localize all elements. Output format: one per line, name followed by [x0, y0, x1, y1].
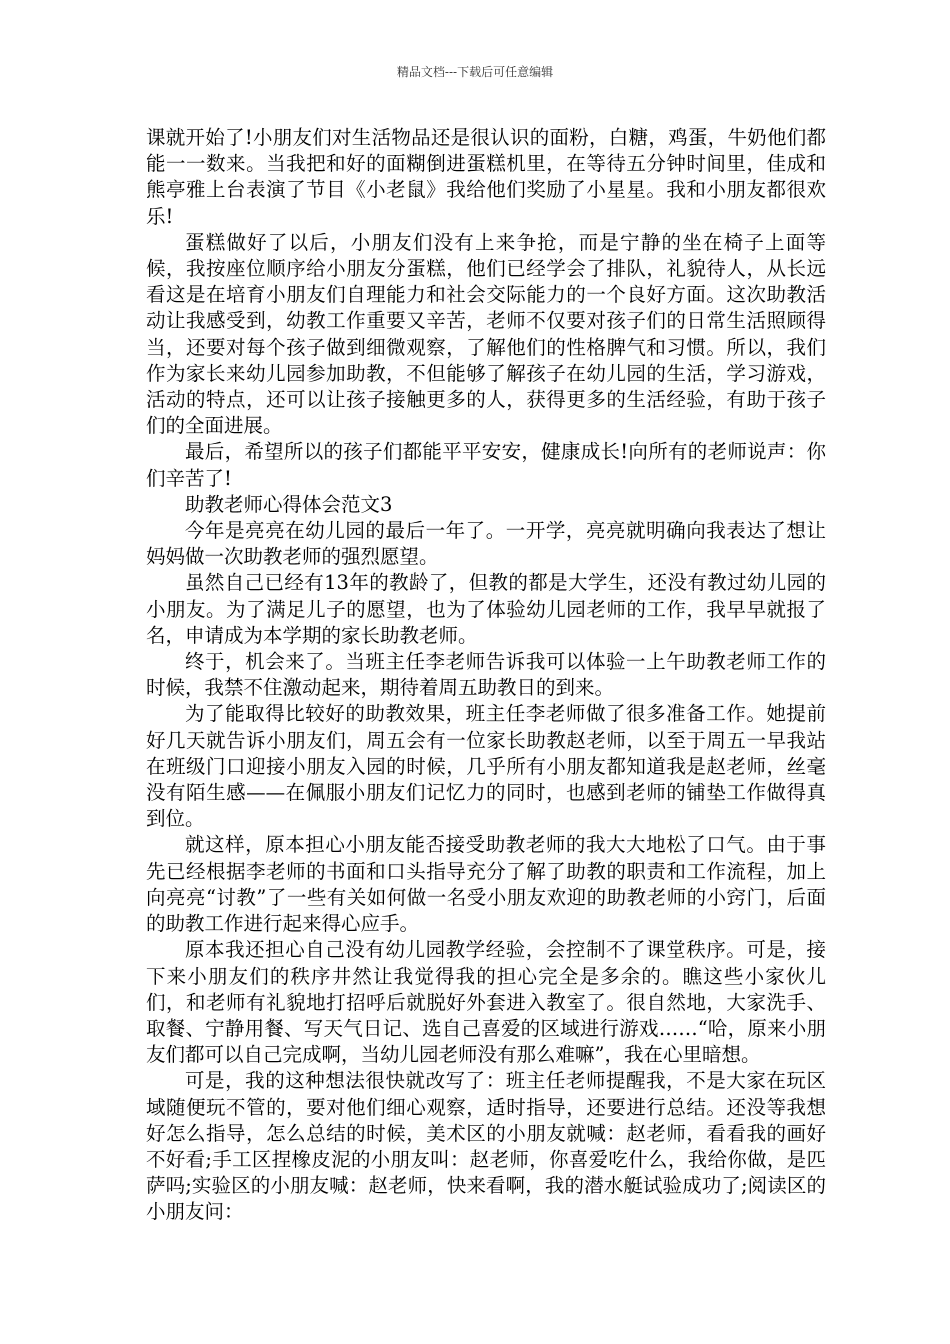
- paragraph: 终于，机会来了。当班主任李老师告诉我可以体验一上午助教老师工作的时候，我禁不住激动起来，期待着周五助教日的到来。: [146, 650, 826, 700]
- section-heading: 助教老师心得体会范文3: [185, 492, 393, 516]
- page-header: 精品文档---下载后可任意编辑: [396, 65, 554, 79]
- paragraph: 为了能取得比较好的助教效果，班主任李老师做了很多准备工作。她提前好几天就告诉小朋友们，周五会有一位家长助教赵老师，以至于周五一早我站在班级门口迎接小朋友入园的时候，几乎所有小朋友都知道我是赵老师，丝毫没有陌生感——在佩服小朋友们记忆力的同时，也感到老师的铺垫工作做得真到位。: [146, 702, 826, 831]
- paragraph: 原本我还担心自己没有幼儿园教学经验，会控制不了课堂秩序。可是，接下来小朋友们的秩序井然让我觉得我的担心完全是多余的。瞧这些小家伙儿们，和老师有礼貌地打招呼后就脱好外套进入教室了。很自然地，大家洗手、取餐、宁静用餐、写天气日记、选自己喜爱的区域进行游戏……“哈，原来小朋友们都可以自己完成啊，当幼儿园老师没有那么难嘛”，我在心里暗想。: [146, 938, 826, 1067]
- paragraph: 今年是亮亮在幼儿园的最后一年了。一开学，亮亮就明确向我表达了想让妈妈做一次助教老师的强烈愿望。: [146, 519, 826, 569]
- paragraph: 蛋糕做好了以后，小朋友们没有上来争抢，而是宁静的坐在椅子上面等候，我按座位顺序给小朋友分蛋糕，他们已经学会了排队，礼貌待人，从长远看这是在培育小朋友们自理能力和社会交际能力的一个良好方面。这次助教活动让我感受到，幼教工作重要又辛苦，老师不仅要对孩子们的日常生活照顾得当，还要对每个孩子做到细微观察，了解他们的性格脾气和习惯。所以，我们作为家长来幼儿园参加助教，不但能够了解孩子在幼儿园的生活，学习游戏，活动的特点，还可以让孩子接触更多的人，获得更多的生活经验，有助于孩子们的全面进展。: [146, 230, 826, 438]
- document-body: [146, 125, 826, 1226]
- paragraph: 可是，我的这种想法很快就改写了：班主任老师提醒我，不是大家在玩区域随便玩不管的，要对他们细心观察，适时指导，还要进行总结。还没等我想好怎么指导，怎么总结的时候，美术区的小朋友就喊：赵老师，看看我的画好不好看;手工区捏橡皮泥的小朋友叫：赵老师，你喜爱吃什么，我给你做，是匹萨吗;实验区的小朋友喊：赵老师，快来看啊，我的潜水艇试验成功了;阅读区的小朋友问：: [146, 1069, 826, 1224]
- paragraph: 最后，希望所以的孩子们都能平平安安，健康成长!向所有的老师说声：你们辛苦了!: [146, 440, 826, 490]
- paragraph: 虽然自己已经有13年的教龄了，但教的都是大学生，还没有教过幼儿园的小朋友。为了满足儿子的愿望，也为了体验幼儿园老师的工作，我早早就报了名，申请成为本学期的家长助教老师。: [146, 571, 826, 647]
- paragraph: 就这样，原本担心小朋友能否接受助教老师的我大大地松了口气。由于事先已经根据李老师的书面和口头指导充分了解了助教的职责和工作流程，加上向亮亮“讨教”了一些有关如何做一名受小朋友欢迎的助教老师的小窍门，后面的助教工作进行起来得心应手。: [146, 833, 826, 936]
- paragraph: 课就开始了!小朋友们对生活物品还是很认识的面粉，白糖，鸡蛋，牛奶他们都能一一数来。当我把和好的面糊倒进蛋糕机里，在等待五分钟时间里，佳成和熊亭雅上台表演了节目《小老鼠》我给他们奖励了小星星。我和小朋友都很欢乐!: [146, 126, 826, 228]
